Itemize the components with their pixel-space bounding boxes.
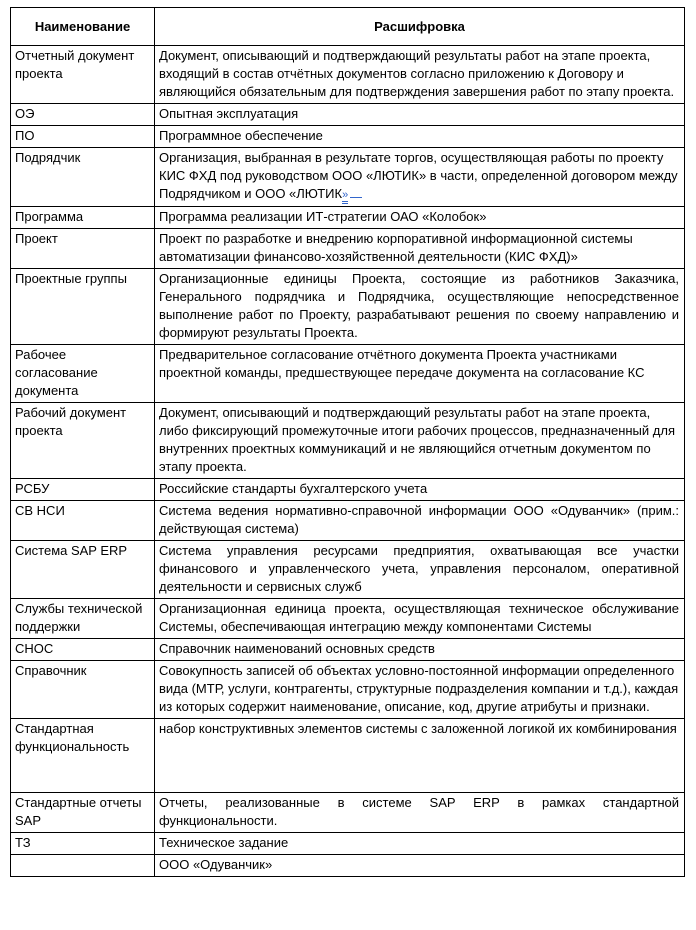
definition-cell: ООО «Одуванчик»: [155, 855, 685, 877]
header-row: [11, 8, 685, 46]
table-row: [11, 501, 685, 541]
table-row: [11, 855, 685, 877]
definition-cell: Система управления ресурсами предприятия, охватывающая все участки финансового и управленческого учета, управления персоналом, оперативной деятельности и сервисных служб: [155, 541, 685, 599]
term-cell: Проектные группы: [11, 269, 155, 345]
definition-cell: Система ведения нормативно-справочной информации ООО «Одуванчик» (прим.: действующая система): [155, 501, 685, 541]
term-cell: Стандартные отчеты SAP: [11, 793, 155, 833]
table-row: [11, 126, 685, 148]
term-cell: Рабочее согласование документа: [11, 345, 155, 403]
definition-cell: Документ, описывающий и подтверждающий результаты работ на этапе проекта, входящий в состав отчётных документов согласно приложению к Договору и являющийся обязательным для подтверждения завершения работ по этапу проекта.: [155, 46, 685, 104]
table-row: [11, 46, 685, 104]
table-row: [11, 719, 685, 793]
term-cell: РСБУ: [11, 479, 155, 501]
table-row: [11, 229, 685, 269]
definition-cell: Программное обеспечение: [155, 126, 685, 148]
term-cell: [11, 855, 155, 877]
term-cell: ОЭ: [11, 104, 155, 126]
table-row: [11, 599, 685, 639]
term-cell: Программа: [11, 207, 155, 229]
definition-cell: Документ, описывающий и подтверждающий результаты работ на этапе проекта, либо фиксирующий промежуточные итоги рабочих процессов, предназначенный для внутренних проектных коммуникаций и не являющийся отчетным документом по этапу проекта.: [155, 403, 685, 479]
term-cell: СНОС: [11, 639, 155, 661]
term-cell: ПО: [11, 126, 155, 148]
term-cell: Проект: [11, 229, 155, 269]
term-cell: Система SAP ERP: [11, 541, 155, 599]
glossary-table-body: [11, 46, 685, 877]
table-row: [11, 269, 685, 345]
glossary-table: [10, 7, 685, 877]
definition-cell: Справочник наименований основных средств: [155, 639, 685, 661]
term-cell: Рабочий документ проекта: [11, 403, 155, 479]
definition-cell: Проект по разработке и внедрению корпоративной информационной системы автоматизации финансово-хозяйственной деятельности (КИС ФХД)»: [155, 229, 685, 269]
term-cell: СВ НСИ: [11, 501, 155, 541]
table-row: [11, 479, 685, 501]
definition-cell: Техническое задание: [155, 833, 685, 855]
table-row: [11, 793, 685, 833]
definition-cell: Организация, выбранная в результате торгов, осуществляющая работы по проекту КИС ФХД под руководством ООО «ЛЮТИК» в части, определенной договором между Подрядчиком и ООО «ЛЮТИК»: [155, 148, 685, 207]
table-row: [11, 661, 685, 719]
term-cell: Отчетный документ проекта: [11, 46, 155, 104]
definition-cell: Российские стандарты бухгалтерского учета: [155, 479, 685, 501]
definition-cell: Программа реализации ИТ-стратегии ОАО «Колобок»: [155, 207, 685, 229]
table-row: [11, 833, 685, 855]
table-row: [11, 207, 685, 229]
header-definition: Расшифровка: [155, 8, 685, 46]
term-cell: Справочник: [11, 661, 155, 719]
definition-cell: Отчеты, реализованные в системе SAP ERP в рамках стандартной функциональности.: [155, 793, 685, 833]
glossary-table-header: [11, 8, 685, 46]
table-row: [11, 148, 685, 207]
table-row: [11, 639, 685, 661]
definition-cell: Организационные единицы Проекта, состоящие из работников Заказчика, Генерального подрядчика и Подрядчика, осуществляющие непосредственное выполнение работ по Проекту, разрабатывают решения по своему направлению и формируют результаты Проекта.: [155, 269, 685, 345]
header-name: Наименование: [11, 8, 155, 46]
table-row: [11, 345, 685, 403]
revision-underline: [350, 186, 362, 198]
definition-cell: набор конструктивных элементов системы с заложенной логикой их комбинирования: [155, 719, 685, 793]
term-cell: Подрядчик: [11, 148, 155, 207]
definition-cell: Опытная эксплуатация: [155, 104, 685, 126]
term-cell: Стандартная функциональность: [11, 719, 155, 793]
term-cell: ТЗ: [11, 833, 155, 855]
table-row: [11, 403, 685, 479]
revision-marker: »: [342, 189, 348, 204]
definition-cell: Предварительное согласование отчётного документа Проекта участниками проектной команды, предшествующее передаче документа на согласование КС: [155, 345, 685, 403]
table-row: [11, 104, 685, 126]
definition-cell: Организационная единица проекта, осуществляющая техническое обслуживание Системы, обеспечивающая интеграцию между компонентами Системы: [155, 599, 685, 639]
term-cell: Службы технической поддержки: [11, 599, 155, 639]
definition-cell: Совокупность записей об объектах условно-постоянной информации определенного вида (МТР, услуги, контрагенты, структурные подразделения компании и т.д.), каждая из которых содержит наименование, описание, код, другие атрибуты и признаки.: [155, 661, 685, 719]
table-row: [11, 541, 685, 599]
